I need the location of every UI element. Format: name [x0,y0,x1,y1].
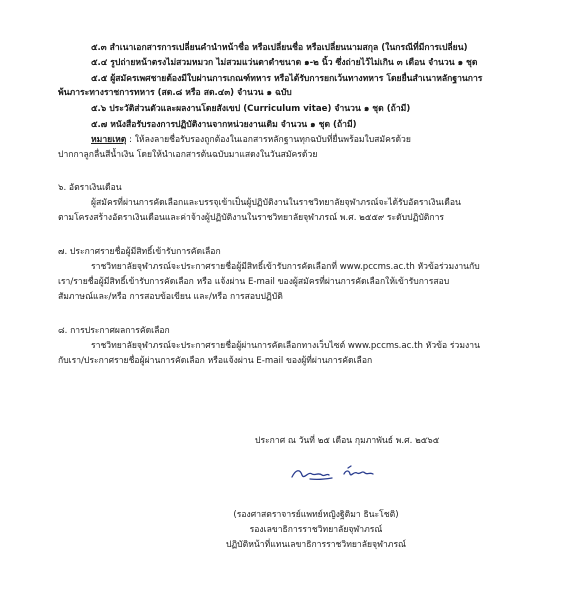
section-7-para-line3: สัมภาษณ์และ/หรือ การสอบข้อเขียน และ/หรือ การสอบปฏิบัติ [58,292,283,302]
section-8-heading: ๘. การประกาศผลการคัดเลือก [58,326,170,336]
signatory-title-2: ปฏิบัติหน้าที่แทนเลขาธิการราชวิทยาลัยจุฬาภรณ์ [225,540,407,550]
item-5-5-line2: พ้นภาระทางราชการทหาร (สด.๘ หรือ สด.๔๓) จำนวน ๑ ฉบับ [58,88,292,98]
section-8-para-line2: กับเรา/ประกาศรายชื่อผู้ผ่านการคัดเลือก หรือแจ้งผ่าน E-mail ของผู้ที่ผ่านการคัดเลือก [58,356,373,366]
signatory-title-1: รองเลขาธิการราชวิทยาลัยจุฬาภรณ์ [249,525,383,535]
section-6-heading: ๖. อัตราเงินเดือน [58,183,122,193]
note-text1: : ให้ลงลายชื่อรับรองถูกต้องในเอกสารหลักฐานทุกฉบับที่ยื่นพร้อมใบสมัครด้วย [126,135,411,145]
section-7-para-line1: ราชวิทยาลัยจุฬาภรณ์จะประกาศรายชื่อผู้มีสิทธิ์เข้ารับการคัดเลือกที่ www.pccms.ac.th หัวข้อร่วมงานกับ [91,262,480,272]
item-5-4: ๕.๔ รูปถ่ายหน้าตรงไม่สวมหมวก ไม่สวมแว่นตาดำขนาด ๑-๒ นิ้ว ซึ่งถ่ายไว้ไม่เกิน ๓ เดือน จำนวน ๑ ชุด [91,58,478,68]
signature-drawing [288,463,378,485]
note-line2: ปากกาลูกลื่นสีน้ำเงิน โดยให้นำเอกสารต้นฉบับมาแสดงในวันสมัครด้วย [58,150,318,160]
item-5-6: ๕.๖ ประวัติส่วนตัวและผลงานโดยสังเขป (Curriculum vitae) จำนวน ๑ ชุด (ถ้ามี) [91,104,411,114]
section-8-para-line1: ราชวิทยาลัยจุฬาภรณ์จะประกาศรายชื่อผู้ผ่านการคัดเลือกทางเว็บไซต์ www.pccms.ac.th หัวข้อ ร่วมงาน [91,341,480,351]
handwritten-signature [288,463,378,485]
signatory-name: (รองศาสตราจารย์แพทย์หญิงฐิติมา ธินะโชติ) [233,510,399,520]
item-5-7: ๕.๗ หนังสือรับรองการปฏิบัติงานจากหน่วยงานเดิม จำนวน ๑ ชุด (ถ้ามี) [91,120,357,130]
section-6-para-line2: ตามโครงสร้างอัตราเงินเดือนและค่าจ้างผู้ปฏิบัติงานในราชวิทยาลัยจุฬาภรณ์ พ.ศ. ๒๕๕๙ ระดับปฏิบัติการ [58,213,445,223]
section-7-heading: ๗. ประกาศรายชื่อผู้มีสิทธิ์เข้ารับการคัดเลือก [58,247,221,257]
announcement-date: ประกาศ ณ วันที่ ๒๕ เดือน กุมภาพันธ์ พ.ศ. ๒๕๖๕ [255,436,440,446]
item-5-5-line1: ๕.๕ ผู้สมัครเพศชายต้องมีใบผ่านการเกณฑ์ทหาร หรือได้รับการยกเว้นทางทหาร โดยยื่นสำเนาหลักฐานการ [91,74,483,84]
section-6-para-line1: ผู้สมัครที่ผ่านการคัดเลือกและบรรจุเข้าเป็นผู้ปฏิบัติงานในราชวิทยาลัยจุฬาภรณ์จะได้รับอัตราเงินเดือน [91,198,461,208]
note-label: หมายเหตุ [91,135,127,145]
note-line1 [91,135,411,146]
section-7-para-line2: เรา/รายชื่อผู้มีสิทธิ์เข้ารับการคัดเลือก หรือ แจ้งผ่าน E-mail ของผู้สมัครที่ผ่านการคัดเลือกให้เข้ารับการสอบ [58,277,450,287]
item-5-3: ๕.๓ สำเนาเอกสารการเปลี่ยนคำนำหน้าชื่อ หรือเปลี่ยนชื่อ หรือเปลี่ยนนามสกุล (ในกรณีที่มีการเปลี่ยน) [91,43,468,53]
